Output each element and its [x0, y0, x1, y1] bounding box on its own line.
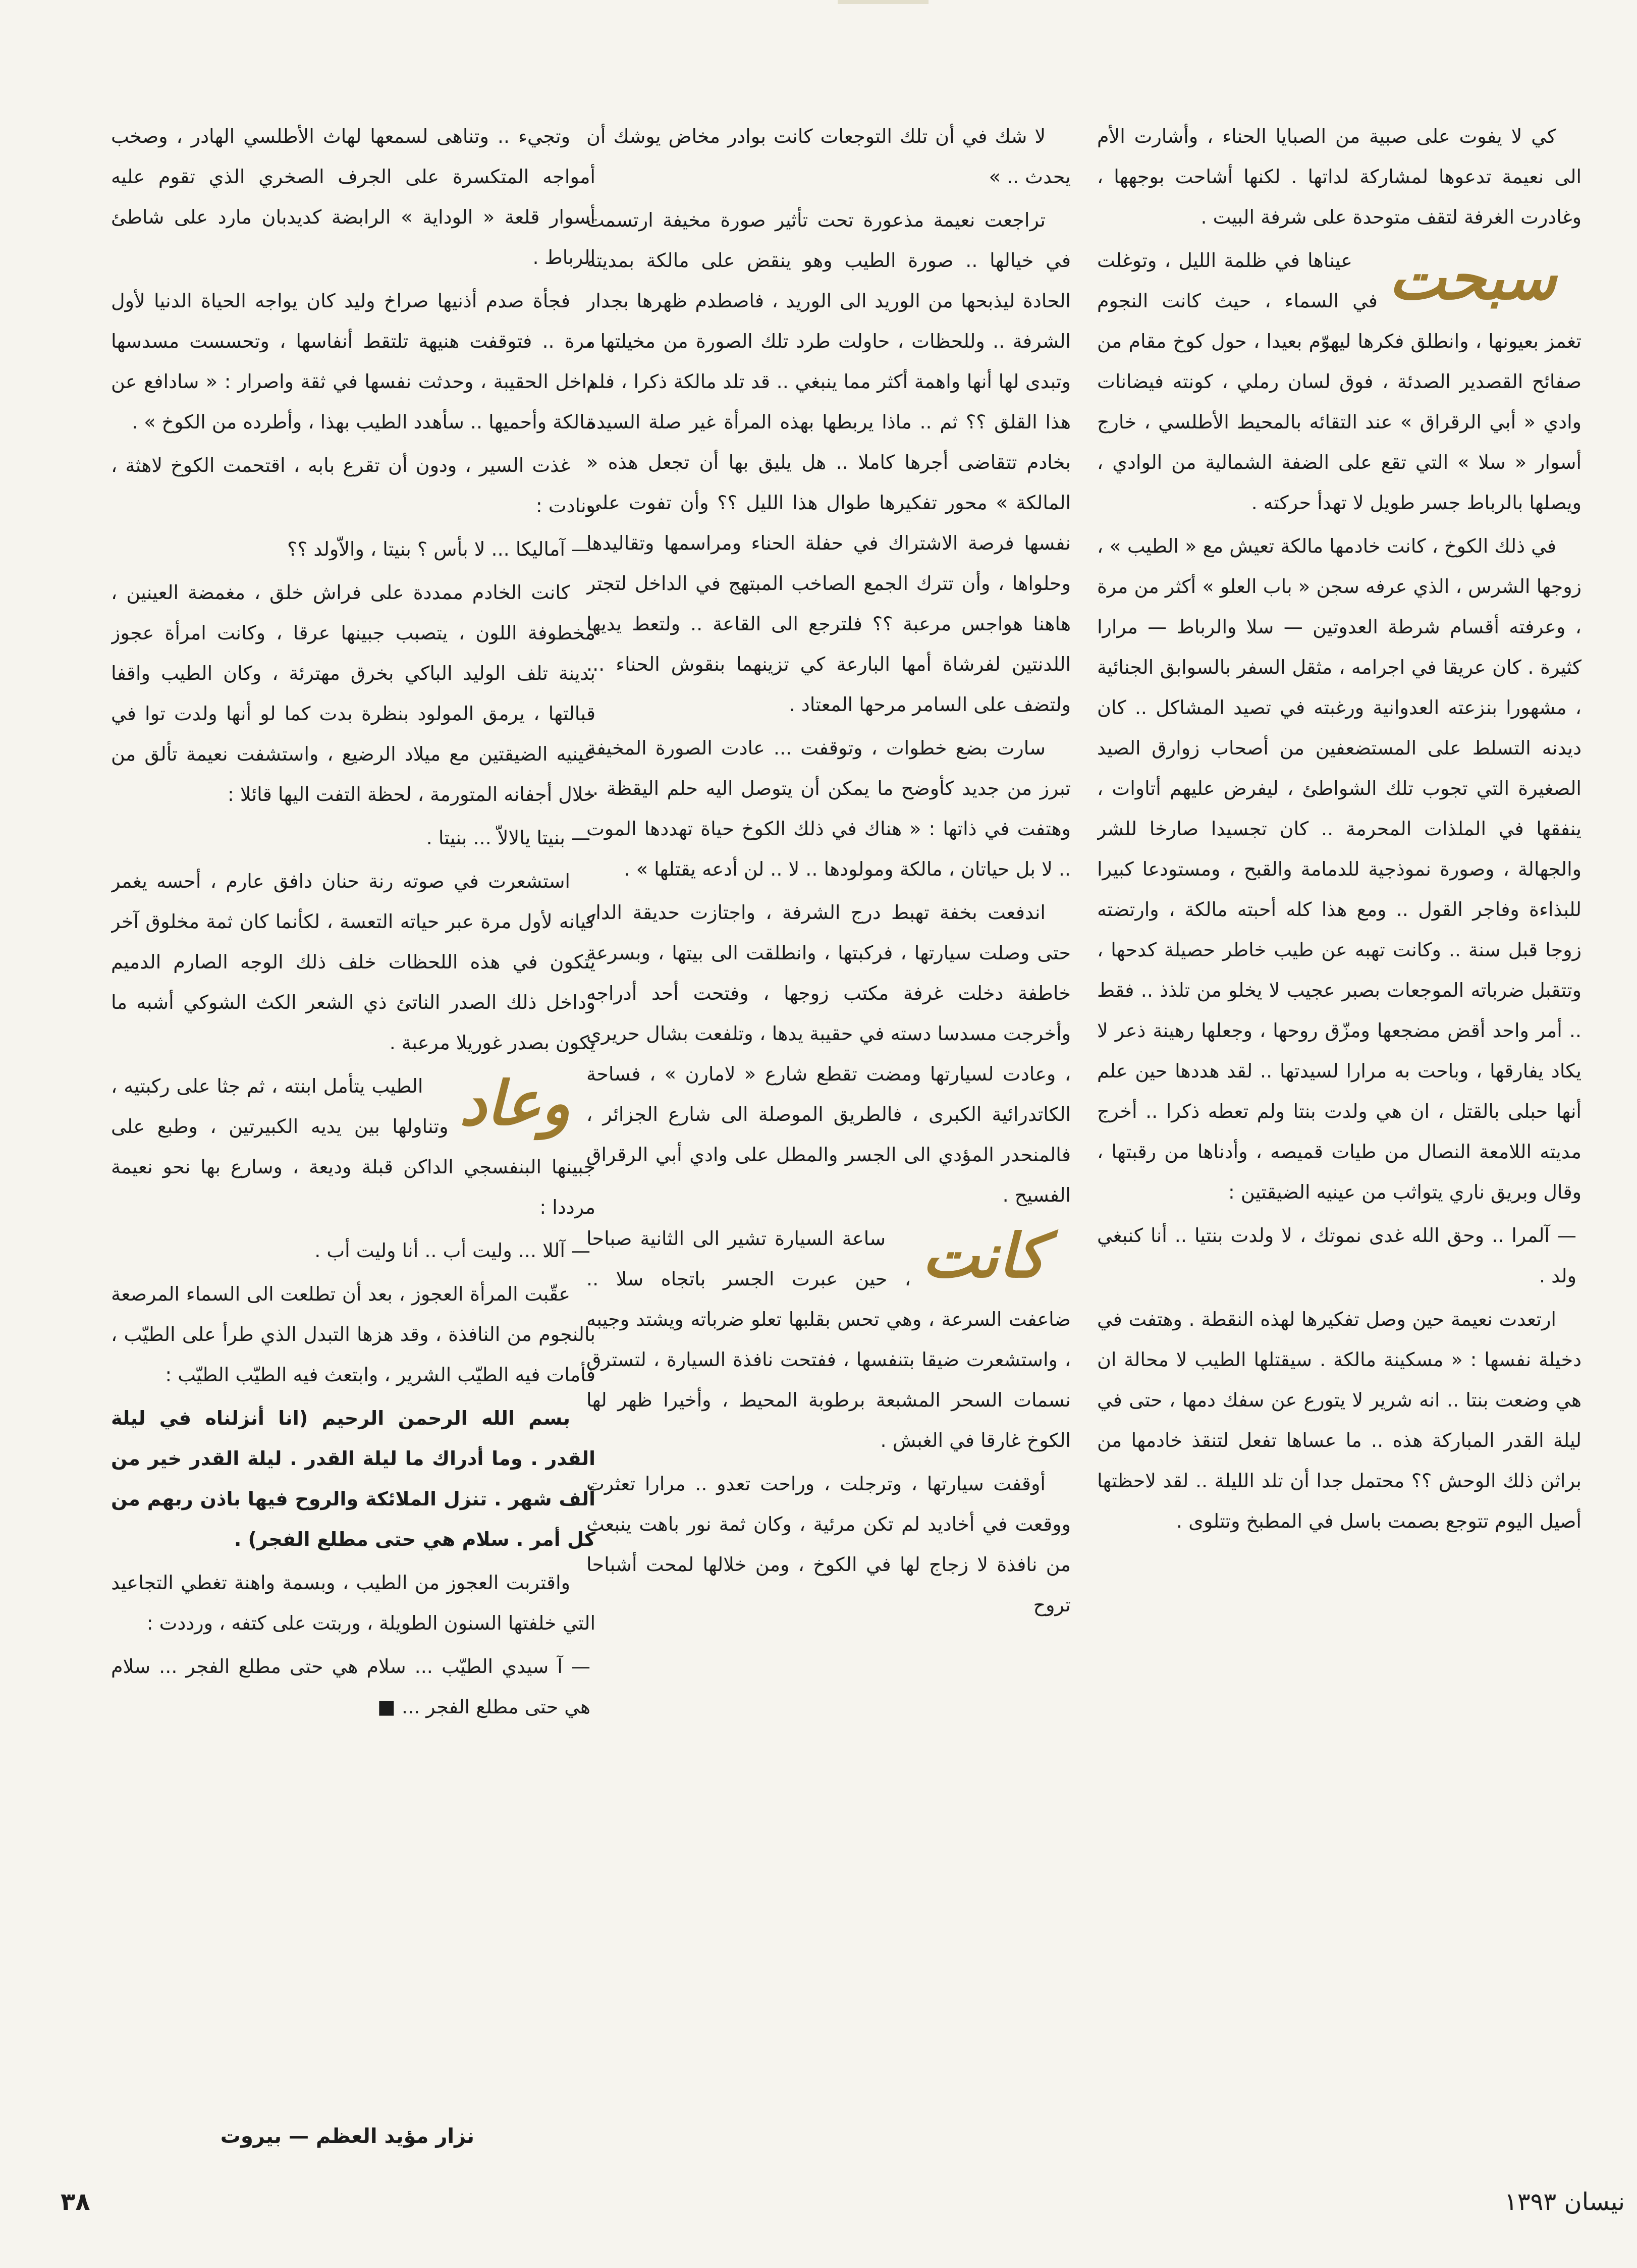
paragraph: وتجيء .. وتناهى لسمعها لهاث الأطلسي الهادر ، وصخب أمواجه المتكسرة على الجرف الصخري الذي تقوم عليه أسوار قلعة « الوداية » الرابضة كديدبان مارد على شاطئ الرباط . — [111, 125, 595, 268]
paragraph — [1097, 240, 1581, 523]
author-signature: نزار مؤيد العظم — بيروت — [220, 2125, 474, 2148]
paragraph: سارت بضع خطوات ، وتوقفت ... عادت الصورة المخيفة تبرز من جديد كأوضح ما يمكن أن يتوصل اليه حلم اليقظة .. وهتفت في ذاتها : « هناك في ذلك الكوخ حياة تهددها الموت .. لا بل حياتان ، مالكة ومولودها .. لا .. لن أدعه يقتلها » . — [586, 737, 1071, 880]
paragraph: تراجعت نعيمة مذعورة تحت تأثير صورة مخيفة ارتسمت في خيالها .. صورة الطيب وهو ينقض على مالكة بمديته الحادة ليذبحها من الوريد الى الوريد ، فاصطدم ظهرها بجدار الشرفة .. وللحظات ، حاولت طرد تلك الصورة من مخيلتها ، وتبدى لها أنها واهمة أكثر مما ينبغي .. قد تلد مالكة ذكرا ، فلم هذا القلق ؟؟ ثم .. ماذا يربطها بهذه المرأة غير صلة السيدة بخادم تتقاضى أجرها كاملا .. هل يليق بها أن تجعل هذه « المالكة » محور تفكيرها طوال هذا الليل ؟؟ وأن تفوت على نفسها فرصة الاشتراك في حفلة الحناء ومراسمها وتقاليدها وحلواها ، وأن تترك الجمع الصاخب المبتهج في الداخل لتجتر هاهنا هواجس مرعبة ؟؟ فلترجع الى القاعة .. ولتعط يديها اللدنتين لفرشاة أمها البارعة كي تزينهما بنقوش الحناء ... ولتضف على السامر مرحها المعتاد . — [586, 209, 1071, 716]
dialog-line: — آ سيدي الطيّب ... سلام هي حتى مطلع الفجر ... سلام هي حتى مطلع الفجر ... ■ — [111, 1655, 590, 1718]
quran-verse: بسم الله الرحمن الرحيم (انا أنزلناه في ليلة القدر . وما أدراك ما ليلة القدر . ليلة القدر خير من ألف شهر . تنزل الملائكة والروح فيها باذن ربهم من كل أمر . سلام هي حتى مطلع الفجر) . — [111, 1407, 595, 1550]
top-decorative-rule — [838, 0, 929, 4]
article-column-right — [1097, 116, 1581, 2084]
paragraph-text: الطيب يتأمل ابنته ، ثم جثا على ركبتيه ، وتناولها بين يديه الكبيرتين ، وطبع على جبينها البنفسجي الداكن قبلة وديعة ، وسارع بها نحو نعيمة مرددا : — [111, 1075, 595, 1218]
paragraph-text: ساعة السيارة تشير الى الثانية صباحا ، حين عبرت الجسر باتجاه سلا .. ضاعفت السرعة ، وهي تحس بقلبها تعلو ضرباته ويشتد وجيبه ، واستشعرت ضيقا بتنفسها ، ففتحت نافذة السيارة ، لتسترق نسمات السحر المشبعة برطوبة المحيط ، وأخيرا ظهر لها الكوخ غارقا في الغبش . — [586, 1227, 1071, 1451]
paragraph: استشعرت في صوته رنة حنان دافق عارم ، أحسه يغمر كيانه لأول مرة عبر حياته التعسة ، لكأنما كان ثمة مخلوق آخر يتكون في هذه اللحظات خلف ذلك الوجه الصارم الدميم وداخل ذلك الصدر الناتئ ذي الشعر الكث الشوكي أشبه ما يكون بصدر غوريلا مرعبة . — [111, 870, 595, 1054]
article-column-left — [111, 116, 595, 2084]
paragraph — [586, 1218, 1071, 1461]
paragraph: فجأة صدم أذنيها صراخ وليد كان يواجه الحياة الدنيا لأول مرة .. فتوقفت هنيهة تلتقط أنفاسها ، وتحسست مسدسها داخل الحقيبة ، وحدثت نفسها في ثقة واصرار : « سادافع عن مالكة وأحميها .. سأهدد الطيب بهذا ، وأطرده من الكوخ » . — [111, 290, 595, 433]
paragraph: أوقفت سيارتها ، وترجلت ، وراحت تعدو .. مرارا تعثرت ووقعت في أخاديد لم تكن مرئية ، وكان ثمة نور باهت ينبعث من نافذة لا زجاج لها في الكوخ ، ومن خلالها لمحت أشباحا تروح — [586, 1473, 1071, 1616]
dialog-line: — بنيتا يالالاّ ... بنيتا . — [426, 827, 590, 849]
issue-date: نيسان ١٣٩٣ — [1504, 2188, 1625, 2216]
paragraph: ارتعدت نعيمة حين وصل تفكيرها لهذه النقطة . وهتفت في دخيلة نفسها : « مسكينة مالكة . سيقتلها الطيب لا محالة ان هي وضعت بنتا .. انه شرير لا يتورع عن سفك دمها ، حتى في ليلة القدر المباركة هذه .. ما عساها تفعل لتنقذ خادمها من براثن ذلك الوحش ؟؟ محتمل جدا أن تلد الليلة .. لقد لاحظتها أصيل اليوم تتوجع بصمت باسل في المطبخ وتتلوى . — [1097, 1308, 1581, 1532]
paragraph: كي لا يفوت على صبية من الصبايا الحناء ، وأشارت الأم الى نعيمة تدعوها لمشاركة لداتها . لكنها أشاحت بوجهها ، وغادرت الغرفة لتقف متوحدة على شرفة البيت . — [1097, 125, 1581, 228]
page-number: ٣٨ — [61, 2188, 90, 2216]
dialog-line: — آماليكا ... لا بأس ؟ بنيتا ، والاّولد ؟؟ — [287, 538, 590, 560]
paragraph: غذت السير ، ودون أن تقرع بابه ، اقتحمت الكوخ لاهثة ، ونادت : — [111, 454, 595, 517]
dialog-line: — آللا ... وليت أب .. أنا وليت أب . — [314, 1239, 590, 1262]
article-column-middle — [586, 116, 1071, 2084]
paragraph: لا شك في أن تلك التوجعات كانت بوادر مخاض يوشك أن يحدث .. » — [586, 125, 1071, 188]
paragraph: كانت الخادم ممددة على فراش خلق ، مغمضة العينين ، مخطوفة اللون ، يتصبب جبينها عرقا ، وكانت امرأة عجوز بدينة تلف الوليد الباكي بخرق مهترئة ، وكان الطيب واقفا قبالتها ، يرمق المولود بنظرة بدت كما لو أنها ولدت توا في عينيه الضيقتين مع ميلاد الرضيع ، واستشفت نعيمة تألق من خلال أجفانه المتورمة ، لحظة التفت اليها قائلا : — [111, 581, 595, 805]
paragraph — [111, 1066, 595, 1227]
paragraph: في ذلك الكوخ ، كانت خادمها مالكة تعيش مع « الطيب » ، زوجها الشرس ، الذي عرفه سجن « باب العلو » أكثر من مرة ، وعرفته أقسام شرطة العدوتين — سلا والرباط — مرارا كثيرة . كان عريقا في اجرامه ، مثقل السفر بالسوابق الجنائية ، مشهورا بنزعته العدوانية ورغبته في تصيد المشاكل .. كان ديدنه التسلط على المستضعفين من أصحاب زوارق الصيد الصغيرة التي تجوب تلك الشواطئ ، ليفرض عليهم أتاوات ، ينفقها في الملذات المحرمة .. كان تجسيدا صارخا للشر والجهالة ، وصورة نموذجية للدمامة والقبح ، ومستودعا كبيرا للبذاءة وفاجر القول .. ومع هذا كله أحبته مالكة ، وارتضته زوجا قبل سنة .. وكانت تهبه عن طيب خاطر حصيلة كدحها ، وتتقبل ضرباته الموجعات بصبر عجيب لا يخلو من تلذذ .. فقط .. أمر واحد أقض مضجعها ومزّق روحها ، وجعلها رهينة ذعر لا يكاد يفارقها ، وباحت به مرارا لسيدتها .. لقد هددها حين علم أنها حبلى بالقتل ، ان هي ولدت بنتا ولم تعطه ذكرا .. أخرج مديته اللامعة النصال من طيات قميصه ، وأدناها من رقبتها ، وقال وبريق ناري يتواثب من عينيه الضيقتين : — [1097, 535, 1581, 1203]
dialog-line: — آلمرا .. وحق الله غدى نموتك ، لا ولدت بنتيا .. أنا كنبغي ولد . — [1097, 1224, 1576, 1287]
paragraph-text: عيناها في ظلمة الليل ، وتوغلت في السماء ، حيث كانت النجوم تغمز بعيونها ، وانطلق فكرها ليهوّم بعيدا ، حول كوخ مقام من صفائح القصدير الصدئة ، فوق لسان رملي ، كونته فيضانات وادي « أبي الرقراق » عند التقائه بالمحيط الأطلسي ، خارج أسوار « سلا » التي تقع على الضفة الشمالية من الوادي ، ويصلها بالرباط جسر طويل لا تهدأ حركته . — [1097, 249, 1581, 514]
dropcap-word: كانت — [922, 1220, 1046, 1291]
paragraph: اندفعت بخفة تهبط درج الشرفة ، واجتازت حديقة الدار حتى وصلت سيارتها ، فركبتها ، وانطلقت الى بيتها ، وبسرعة خاطفة دخلت غرفة مكتب زوجها ، وفتحت أحد أدراجه وأخرجت مسدسا دسته في حقيبة يدها ، وتلفعت بشال حريري ، وعادت لسيارتها ومضت تقطع شارع « لامارن » ، فساحة الكاتدرائية الكبرى ، فالطريق الموصلة الى شارع الجزائر ، فالمنحدر المؤدي الى الجسر والمطل على وادي أبي الرقراق الفسيح . — [586, 901, 1071, 1206]
dropcap-word: سبحت — [1388, 242, 1556, 313]
paragraph: واقتربت العجوز من الطيب ، وبسمة واهنة تغطي التجاعيد التي خلفتها السنون الطويلة ، وربتت على كتفه ، ورددت : — [111, 1572, 595, 1634]
dropcap-word: وعاد — [459, 1068, 570, 1139]
paragraph: عقّبت المرأة العجوز ، بعد أن تطلعت الى السماء المرصعة بالنجوم من النافذة ، وقد هزها التبدل الذي طرأ على الطيّب ، فأمات فيه الطيّب الشرير ، وابتعث فيه الطيّب الطيّب : — [111, 1283, 595, 1386]
